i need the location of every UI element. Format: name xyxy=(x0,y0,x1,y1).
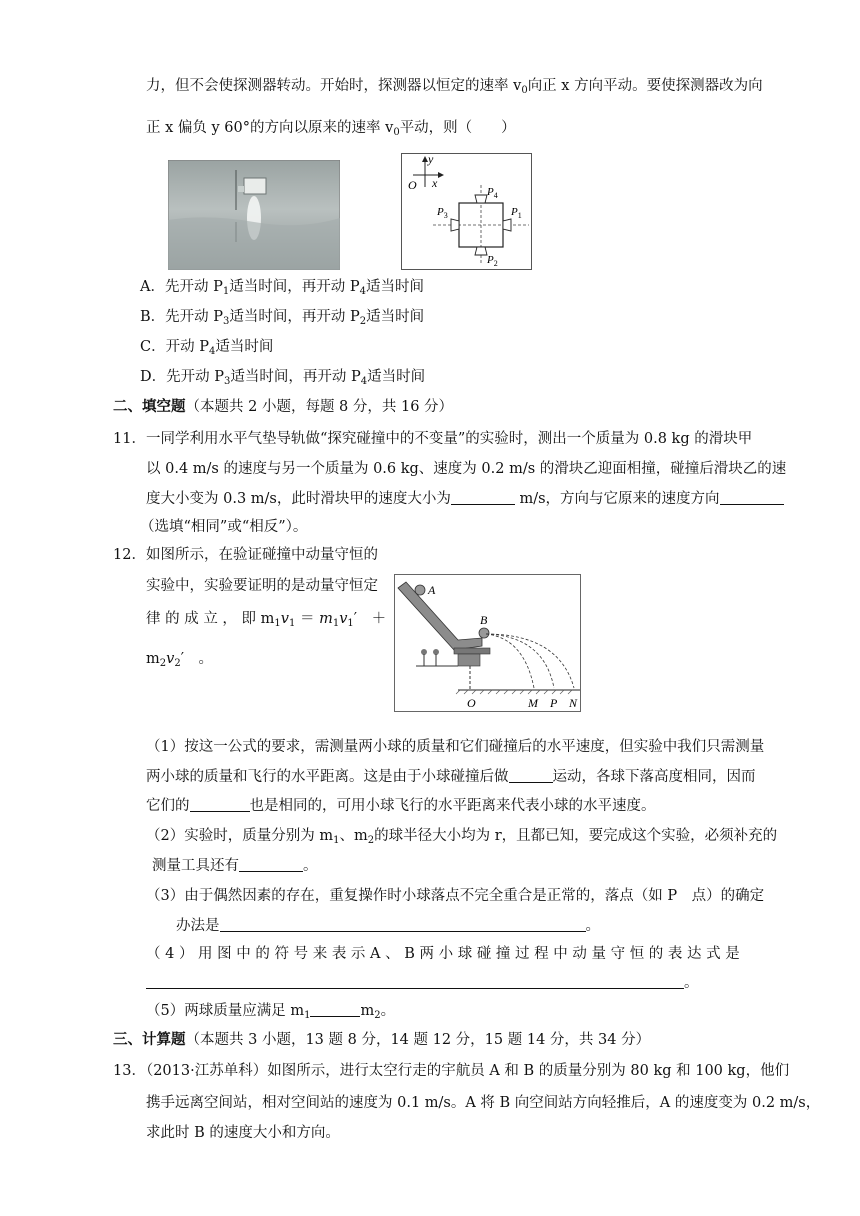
q10-option-c[interactable]: C．开动 $P_4$适当时间 xyxy=(140,339,274,357)
svg-text:P2: $P_2$ xyxy=(487,254,498,268)
q12-line3: 律 的 成 立 ， 即 $m_1v_1 = m_1v_1'$ ＋ xyxy=(146,611,387,629)
q13-line3: 求此时 B 的速度大小和方向。 xyxy=(146,1125,340,1141)
q12-blank-expression[interactable] xyxy=(146,974,684,989)
fig-label-x: x xyxy=(432,176,438,190)
q12-part5: （5）两球质量应满足 $m_1$ $m_2$。 xyxy=(146,1003,396,1021)
q12-line2: 实验中，实验要证明的是动量守恒定 xyxy=(146,578,378,594)
section-2-heading: 二、填空题（本题共 2 小题，每题 8 分，共 16 分） xyxy=(113,398,454,415)
q11-line1: 11．一同学利用水平气垫导轨做“探究碰撞中的不变量”的实验时，测出一个质量为 0.8 kg 的滑块甲 xyxy=(113,431,753,447)
q10-option-b[interactable]: B．先开动 $P_3$适当时间，再开动 $P_2$适当时间 xyxy=(140,309,425,327)
q12-part2-line1: （2）实验时，质量分别为 $m_1$、$m_2$的球半径大小均为 r，且都已知，要完成这个实验，必须补充的 xyxy=(146,828,778,846)
q12-blank-motion[interactable] xyxy=(509,768,553,783)
q12-blank-mass-relation[interactable] xyxy=(310,1002,360,1017)
q12-part4-line2: 。 xyxy=(146,973,699,993)
q12-line1: 12．如图所示，在验证碰撞中动量守恒的 xyxy=(113,547,378,563)
q11-blank-1[interactable] xyxy=(451,490,515,505)
lunar-probe-photo xyxy=(168,160,340,270)
svg-text:O: O xyxy=(467,696,476,710)
q12-part4-line1: （ 4 ） 用 图 中 的 符 号 来 表 示 A 、 B 两 小 球 碰 撞 过 程 中 动 量 守 恒 的 表 达 式 是 xyxy=(146,946,740,962)
fig-label-O: O xyxy=(408,178,417,192)
q12-part1-line1: （1）按这一公式的要求，需测量两小球的质量和它们碰撞后的水平速度，但实验中我们只需测量 xyxy=(146,739,765,755)
q12-blank-time[interactable] xyxy=(190,797,250,812)
q13-line2: 携手远离空间站，相对空间站的速度为 0.1 m/s。A 将 B 向空间站方向轻推后，A 的速度变为 0.2 m/s， xyxy=(146,1095,821,1111)
q12-part2-line2: 测量工具还有 。 xyxy=(152,858,318,874)
section-3-heading: 三、计算题（本题共 3 小题，13 题 8 分，14 题 12 分，15 题 14 分，共 34 分） xyxy=(113,1031,651,1048)
q13-line1: 13．（2013·江苏单科）如图所示，进行太空行走的宇航员 A 和 B 的质量分别为 80 kg 和 100 kg，他们 xyxy=(113,1063,790,1079)
q12-blank-tool[interactable] xyxy=(239,857,303,872)
q11-line3: 度大小变为 0.3 m/s，此时滑块甲的速度大小为 m/s，方向与它原来的速度方向 xyxy=(146,489,784,509)
svg-text:A: A xyxy=(428,583,436,597)
q12-line4: $m_2v_2'$ 。 xyxy=(146,651,213,669)
q11-line2: 以 0.4 m/s 的速度与另一个质量为 0.6 kg、速度为 0.2 m/s 的滑块乙迎面相撞，碰撞后滑块乙的速 xyxy=(146,461,787,477)
svg-text:P4: $P_4$ xyxy=(487,186,498,200)
q10-option-a[interactable]: A．先开动 $P_1$适当时间，再开动 $P_4$适当时间 xyxy=(140,279,424,297)
q12-part1-line3: 它们的 也是相同的，可用小球飞行的水平距离来代表小球的水平速度。 xyxy=(146,798,656,814)
q12-blank-method[interactable] xyxy=(220,917,586,932)
q10-line2: 正 x 偏负 y 60°的方向以原来的速率 $v_0$平动，则（ ） xyxy=(146,120,516,138)
svg-text:B: B xyxy=(480,613,488,627)
q10-line1: 力，但不会使探测器转动。开始时，探测器以恒定的速率 $v_0$向正 x 方向平动。要使探测器改为向 xyxy=(146,78,763,96)
q11-line4: （选填“相同”或“相反”）。 xyxy=(140,519,308,535)
svg-text:M: M xyxy=(528,696,538,710)
thruster-diagram xyxy=(401,153,532,270)
q10-option-d[interactable]: D．先开动 $P_3$适当时间，再开动 $P_4$适当时间 xyxy=(140,369,426,387)
q12-part3-line1: （3）由于偶然因素的存在，重复操作时小球落点不完全重合是正常的，落点（如 P 点）的确定 xyxy=(146,888,765,904)
svg-text:P: P xyxy=(550,696,558,710)
q11-blank-2[interactable] xyxy=(720,490,784,505)
fig-label-y: y xyxy=(428,153,434,166)
collision-apparatus-diagram xyxy=(394,574,581,712)
q12-part3-line2: 办法是 。 xyxy=(176,918,600,934)
svg-text:P3: $P_3$ xyxy=(437,206,448,220)
svg-text:P1: $P_1$ xyxy=(511,206,522,220)
svg-text:N: N xyxy=(569,696,578,710)
q12-part1-line2: 两小球的质量和飞行的水平距离。这是由于小球碰撞后做 运动，各球下落高度相同，因而 xyxy=(146,769,756,785)
